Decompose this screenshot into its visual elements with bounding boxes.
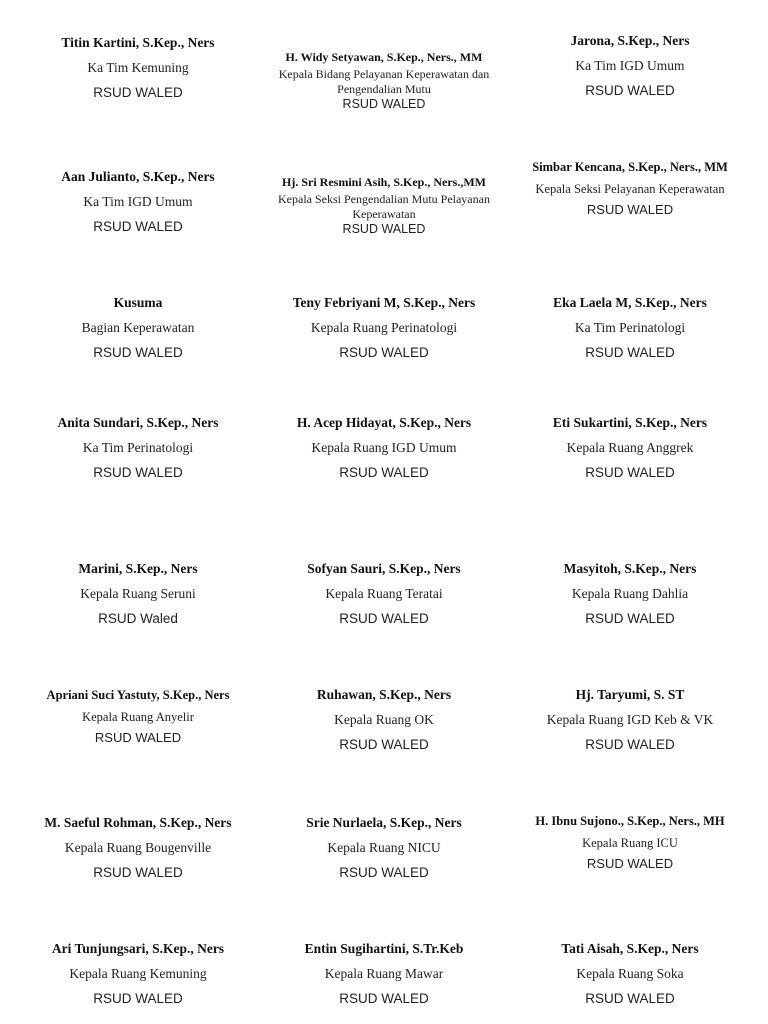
person-organization: RSUD WALED [586, 856, 674, 871]
person-role: Kepala Ruang OK [334, 712, 434, 727]
person-name: Hj. Taryumi, S. ST [575, 687, 685, 702]
person-name: H. Ibnu Sujono., S.Kep., Ners., MH [535, 814, 725, 828]
person-role: Kepala Ruang Anyelir [82, 710, 194, 724]
person-name: Entin Sugihartini, S.Tr.Keb [304, 941, 464, 956]
person-name: Ruhawan, S.Kep., Ners [316, 687, 452, 702]
person-organization: RSUD Waled [98, 611, 178, 626]
name-card [505, 813, 755, 872]
person-name: Aan Julianto, S.Kep., Ners [61, 169, 215, 184]
person-role: Kepala Ruang Soka [576, 966, 684, 981]
person-organization: RSUD WALED [585, 991, 675, 1006]
person-name: Marini, S.Kep., Ners [78, 561, 198, 576]
name-card [259, 295, 509, 361]
person-role: Kepala Ruang Mawar [324, 966, 444, 981]
person-organization: RSUD WALED [339, 345, 429, 360]
person-organization: RSUD WALED [93, 991, 183, 1006]
person-role: Kepala Seksi Pengendalian Mutu Pelayanan Keperawatan [278, 192, 490, 221]
person-role: Kepala Ruang NICU [327, 840, 441, 855]
name-card [13, 415, 263, 481]
person-organization: RSUD WALED [93, 85, 183, 100]
person-role: Ka Tim IGD Umum [83, 194, 193, 209]
person-organization: RSUD WALED [586, 202, 674, 217]
name-card [13, 295, 263, 361]
person-name: Eka Laela M, S.Kep., Ners [553, 295, 707, 310]
person-role: Kepala Ruang ICU [582, 836, 678, 850]
person-organization: RSUD WALED [339, 991, 429, 1006]
name-card [259, 174, 509, 237]
person-organization: RSUD WALED [339, 865, 429, 880]
person-name: Hj. Sri Resmini Asih, S.Kep., Ners.,MM [282, 175, 486, 189]
name-card [13, 941, 263, 1007]
person-role: Kepala Ruang Kemuning [69, 966, 207, 981]
person-name: Kusuma [113, 295, 163, 310]
name-card [259, 687, 509, 753]
name-card [13, 561, 263, 627]
person-name: Tati Aisah, S.Kep., Ners [561, 941, 699, 956]
name-card [259, 49, 509, 112]
person-role: Kepala Ruang Teratai [325, 586, 443, 601]
person-name: Ari Tunjungsari, S.Kep., Ners [51, 941, 225, 956]
name-card [505, 295, 755, 361]
person-role: Ka Tim Kemuning [87, 60, 189, 75]
person-organization: RSUD WALED [339, 737, 429, 752]
name-card [259, 415, 509, 481]
person-organization: RSUD WALED [93, 865, 183, 880]
person-name: Simbar Kencana, S.Kep., Ners., MM [532, 160, 728, 174]
person-organization: RSUD WALED [585, 611, 675, 626]
person-role: Kepala Ruang Anggrek [566, 440, 694, 455]
name-card [259, 561, 509, 627]
person-name: Eti Sukartini, S.Kep., Ners [552, 415, 708, 430]
person-organization: RSUD WALED [585, 737, 675, 752]
person-role: Kepala Ruang Seruni [80, 586, 196, 601]
person-organization: RSUD WALED [93, 345, 183, 360]
person-name: Apriani Suci Yastuty, S.Kep., Ners [46, 688, 230, 702]
name-card [13, 169, 263, 235]
person-role: Kepala Ruang Perinatologi [310, 320, 458, 335]
person-organization: RSUD WALED [93, 465, 183, 480]
person-role: Ka Tim Perinatologi [574, 320, 686, 335]
person-name: Jarona, S.Kep., Ners [570, 33, 690, 48]
person-name: Teny Febriyani M, S.Kep., Ners [292, 295, 476, 310]
person-organization: RSUD WALED [342, 97, 426, 111]
person-name: Anita Sundari, S.Kep., Ners [57, 415, 219, 430]
name-card [505, 159, 755, 218]
person-organization: RSUD WALED [585, 345, 675, 360]
person-role: Kepala Seksi Pelayanan Keperawatan [535, 182, 725, 196]
person-name: Masyitoh, S.Kep., Ners [563, 561, 697, 576]
name-card [259, 815, 509, 881]
name-card [505, 415, 755, 481]
person-role: Kepala Ruang IGD Keb & VK [546, 712, 714, 727]
person-role: Ka Tim IGD Umum [575, 58, 685, 73]
person-organization: RSUD WALED [339, 611, 429, 626]
name-card [505, 687, 755, 753]
name-card [13, 815, 263, 881]
name-card [259, 941, 509, 1007]
name-card [13, 687, 263, 746]
person-role: Kepala Bidang Pelayanan Keperawatan dan Pengendalian Mutu [278, 67, 490, 96]
person-name: H. Acep Hidayat, S.Kep., Ners [296, 415, 472, 430]
person-role: Kepala Ruang Dahlia [571, 586, 689, 601]
person-name: Sofyan Sauri, S.Kep., Ners [307, 561, 461, 576]
person-organization: RSUD WALED [585, 465, 675, 480]
name-card [505, 33, 755, 99]
person-name: M. Saeful Rohman, S.Kep., Ners [44, 815, 232, 830]
person-name: Srie Nurlaela, S.Kep., Ners [306, 815, 462, 830]
person-organization: RSUD WALED [585, 83, 675, 98]
person-role: Kepala Ruang IGD Umum [311, 440, 457, 455]
name-card [505, 941, 755, 1007]
person-organization: RSUD WALED [339, 465, 429, 480]
person-role: Bagian Keperawatan [81, 320, 195, 335]
person-name: Titin Kartini, S.Kep., Ners [61, 35, 215, 50]
person-organization: RSUD WALED [342, 222, 426, 236]
person-role: Ka Tim Perinatologi [82, 440, 194, 455]
name-card [13, 35, 263, 101]
person-organization: RSUD WALED [93, 219, 183, 234]
person-organization: RSUD WALED [94, 730, 182, 745]
person-role: Kepala Ruang Bougenville [64, 840, 212, 855]
person-name: H. Widy Setyawan, S.Kep., Ners., MM [285, 50, 483, 64]
name-card [505, 561, 755, 627]
